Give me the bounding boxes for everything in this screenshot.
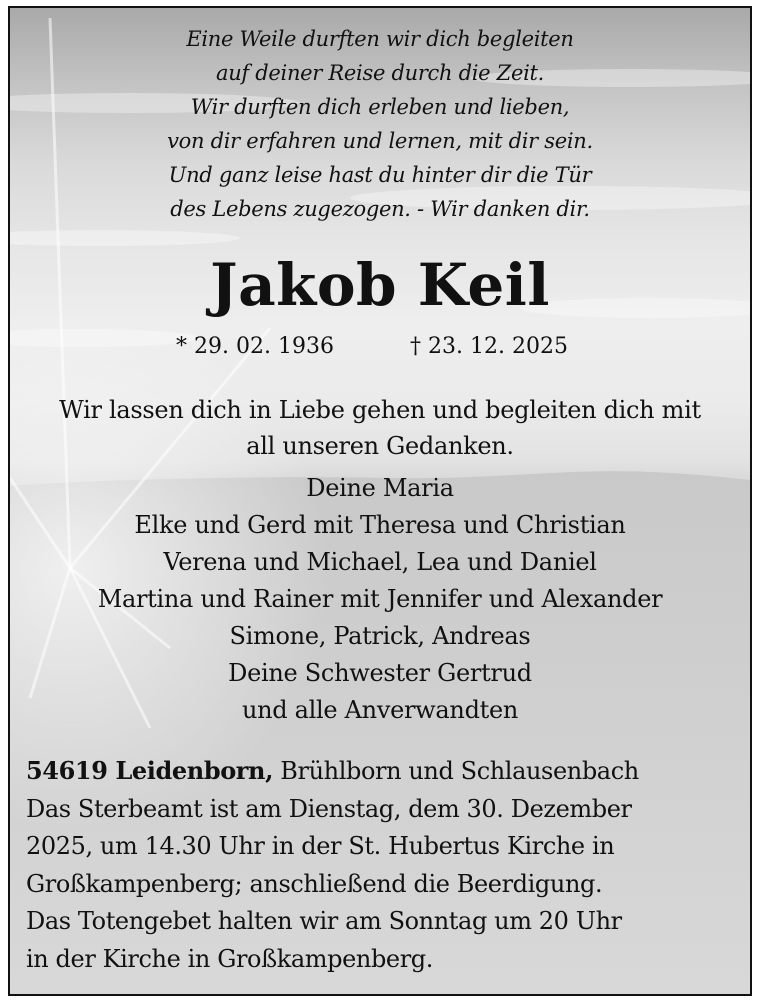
poem-line: Und ganz leise hast du hinter dir die Tür [168, 163, 592, 187]
service-line: 2025, um 14.30 Uhr in der St. Hubertus Kirche in [26, 832, 615, 860]
service-line: Das Sterbeamt ist am Dienstag, dem 30. Dezember [26, 794, 632, 823]
mourner-line: Deine Maria [306, 474, 454, 502]
poem-line: des Lebens zugezogen. - Wir danken dir. [170, 197, 590, 221]
place-villages: Brühlborn und Schlausenbach [273, 757, 639, 785]
farewell-text [10, 392, 750, 464]
death-date: † 23. 12. 2025 [410, 334, 568, 359]
mourner-line: und alle Anverwandten [241, 696, 519, 724]
service-details [26, 752, 736, 978]
place-town: 54619 Leidenborn, [26, 756, 274, 785]
mourner-line: Martina und Rainer mit Jennifer und Alexander [97, 585, 663, 613]
poem-line: Eine Weile durften wir dich begleiten [186, 27, 574, 51]
mourner-line: Verena und Michael, Lea und Daniel [163, 548, 597, 576]
mourner-line: Elke und Gerd mit Theresa und Christian [134, 511, 626, 539]
farewell-line: all unseren Gedanken. [246, 432, 514, 460]
service-line: Großkampenberg; anschließend die Beerdigung. [26, 869, 603, 898]
farewell-line: Wir lassen dich in Liebe gehen und begleiten dich mit [59, 396, 701, 424]
mourners-list [10, 470, 750, 729]
service-line: in der Kirche in Großkampenberg. [26, 944, 433, 973]
mourner-line: Deine Schwester Gertrud [228, 659, 532, 687]
poem-line: von dir erfahren und lernen, mit dir sein. [167, 129, 593, 153]
deceased-name: Jakob Keil [210, 251, 550, 319]
poem-line: Wir durften dich erleben und lieben, [190, 95, 570, 119]
obituary-content [10, 8, 750, 994]
life-dates [10, 332, 750, 362]
poem-line: auf deiner Reise durch die Zeit. [215, 61, 545, 85]
memorial-poem [10, 22, 750, 226]
birth-date: * 29. 02. 1936 [176, 334, 334, 359]
mourner-line: Simone, Patrick, Andreas [229, 622, 531, 650]
service-line: Das Totengebet halten wir am Sonntag um 20 Uhr [26, 907, 622, 935]
place-line [26, 752, 736, 791]
obituary-card [8, 6, 752, 996]
